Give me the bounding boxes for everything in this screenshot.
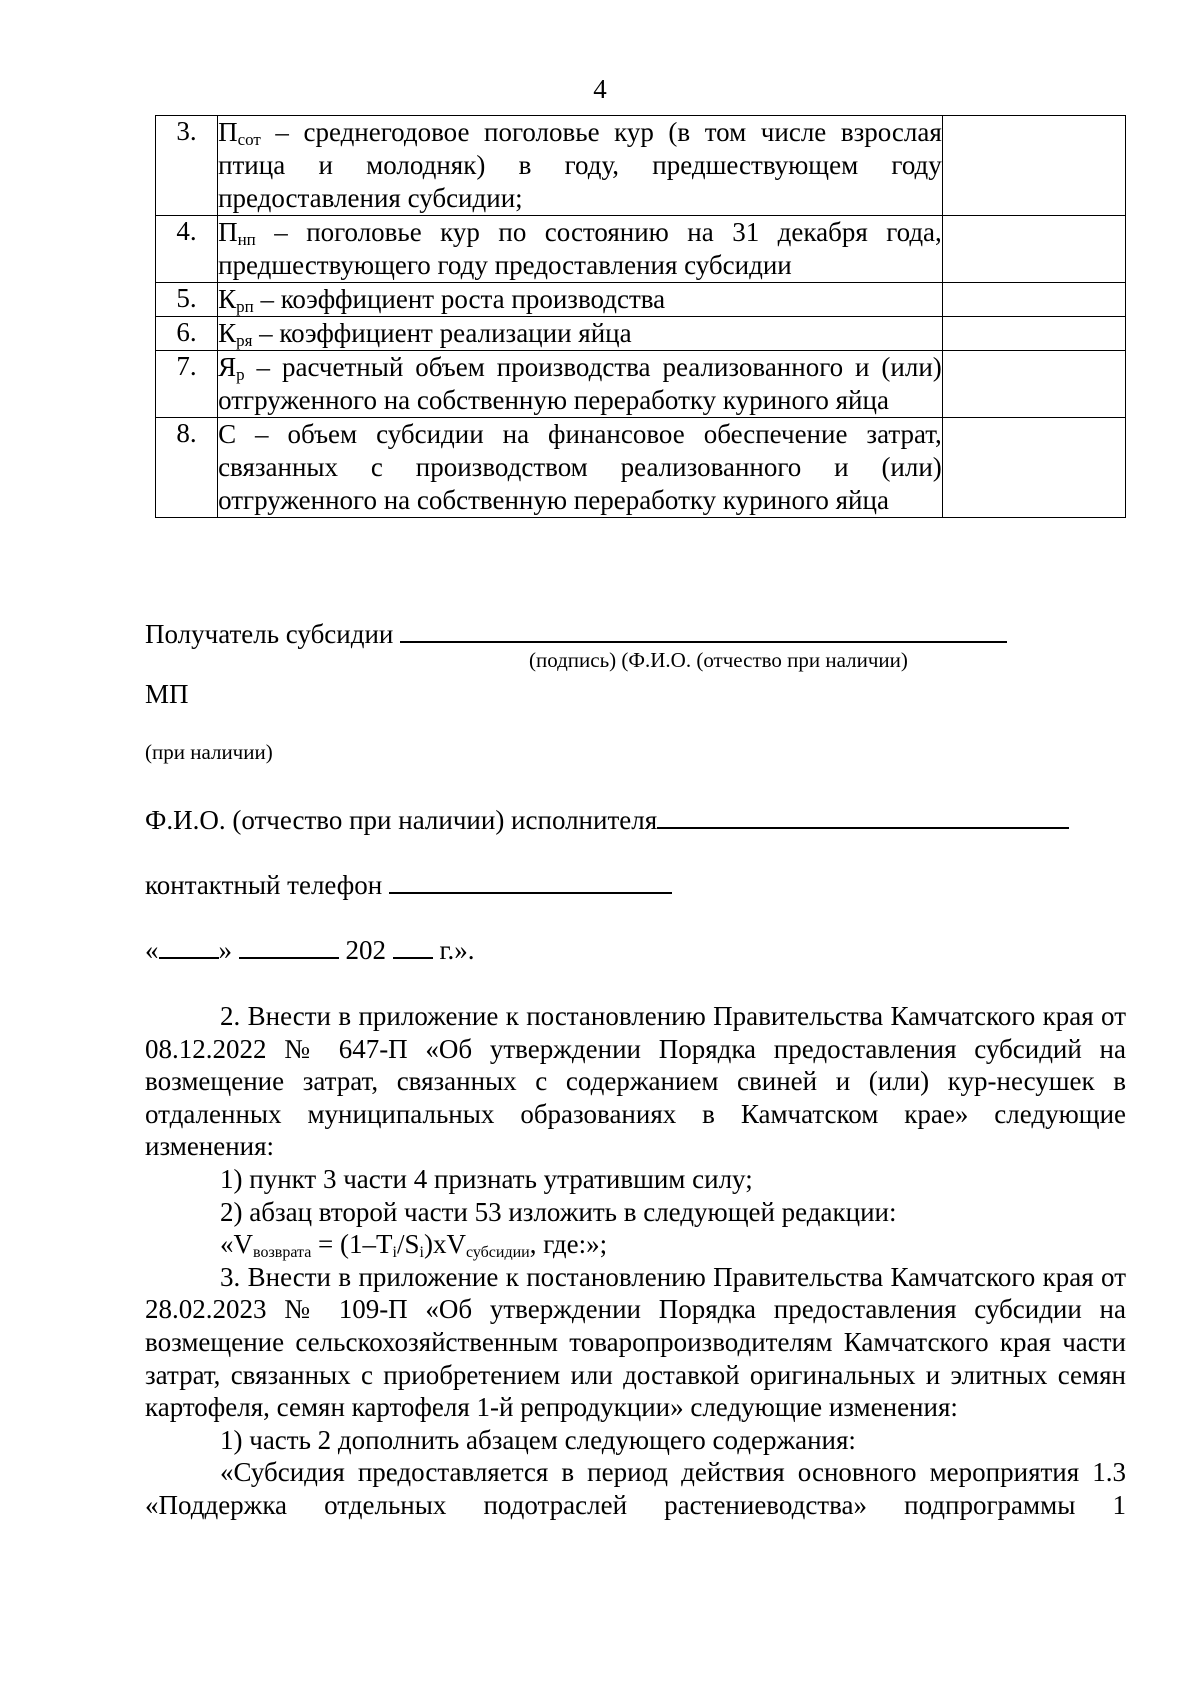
formula-line: «Vвозврата = (1–Ti/Si)xVсубсидии, где:»;	[220, 1229, 608, 1262]
row-value-cell	[942, 418, 1125, 518]
row-description: С – объем субсидии на финансовое обеспечение затрат, связанных с производством реализованного и (или) отгруженного на собственную переработку куриного яйца	[218, 418, 943, 518]
row-description: $К_{ря}$ – коэффициент реализации яйца	[218, 317, 943, 351]
table-row	[156, 283, 1126, 317]
paragraph-3-item-1: 1) часть 2 дополнить абзацем следующего содержания:	[220, 1424, 856, 1455]
row-description: $П_{сот}$ – среднегодовое поголовье кур (в том числе взрослая птица и молодняк) в году, предшествующем году предоставления субсидии;	[218, 116, 943, 216]
recipient-label: Получатель субсидии	[145, 619, 394, 649]
recipient-caption: (подпись) (Ф.И.О. (отчество при наличии)	[529, 648, 908, 672]
paragraph-3: 3. Внести в приложение к постановлению Правительства Камчатского края от 28.02.2023 № 109-П «Об утверждении Порядка предоставления субсидии на возмещение сельскохозяйственным товаропроизводителям Камчатского края части затрат, связанных с приобретением или доставкой оригинальных и элитных семян картофеля, семян картофеля 1-й репродукции» следующие изменения:	[145, 1261, 1126, 1423]
indicators-table	[155, 115, 1126, 518]
date-year-field[interactable]	[393, 930, 433, 959]
row-value-cell	[942, 283, 1125, 317]
table-row	[156, 116, 1126, 216]
document-body	[145, 1000, 1126, 1522]
row-value-cell	[942, 216, 1125, 283]
row-number: 7.	[156, 351, 218, 418]
paragraph-2-item-2: 2) абзац второй части 53 изложить в следующей редакции:	[220, 1196, 897, 1227]
table-row	[156, 418, 1126, 518]
executor-name-field[interactable]	[657, 800, 1069, 829]
row-value-cell	[942, 351, 1125, 418]
paragraph-2-item-1: 1) пункт 3 части 4 признать утратившим силу;	[220, 1163, 753, 1194]
table-row	[156, 317, 1126, 351]
row-description: $К_{рп}$ – коэффициент роста производства	[218, 283, 943, 317]
stamp-label: МП	[145, 679, 189, 709]
phone-line	[145, 865, 672, 901]
date-line: « » 202 г.».	[145, 930, 475, 966]
row-description: $Я_р$ – расчетный объем производства реализованного и (или) отгруженного на собственную переработку куриного яйца	[218, 351, 943, 418]
row-number: 6.	[156, 317, 218, 351]
recipient-signature-field[interactable]	[400, 614, 1007, 643]
row-value-cell	[942, 317, 1125, 351]
table-row	[156, 351, 1126, 418]
stamp-note: (при наличии)	[145, 740, 273, 764]
paragraph-2: 2. Внести в приложение к постановлению Правительства Камчатского края от 08.12.2022 № 647-П «Об утверждении Порядка предоставления субсидий на возмещение затрат, связанных с содержанием свиней и (или) кур-несушек в отдаленных муниципальных образованиях в Камчатском крае» следующие изменения:	[145, 1001, 1126, 1162]
executor-label: Ф.И.О. (отчество при наличии) исполнителя	[145, 805, 658, 835]
row-number: 8.	[156, 418, 218, 518]
row-number: 4.	[156, 216, 218, 283]
phone-field[interactable]	[389, 865, 672, 894]
row-number: 5.	[156, 283, 218, 317]
row-value-cell	[942, 116, 1125, 216]
page-number: 4	[593, 74, 607, 104]
recipient-line	[145, 614, 1007, 650]
date-day-field[interactable]	[159, 930, 219, 959]
date-month-field[interactable]	[239, 930, 339, 959]
phone-label: контактный телефон	[145, 870, 383, 900]
row-description: $П_{нп}$ – поголовье кур по состоянию на 31 декабря года, предшествующего году предоставления субсидии	[218, 216, 943, 283]
executor-line	[145, 800, 1069, 836]
row-number: 3.	[156, 116, 218, 216]
paragraph-3-quote: «Субсидия предоставляется в период действия основного мероприятия 1.3 «Поддержка отдельных подотраслей растениеводства» подпрограммы 1	[145, 1457, 1126, 1520]
table-row	[156, 216, 1126, 283]
